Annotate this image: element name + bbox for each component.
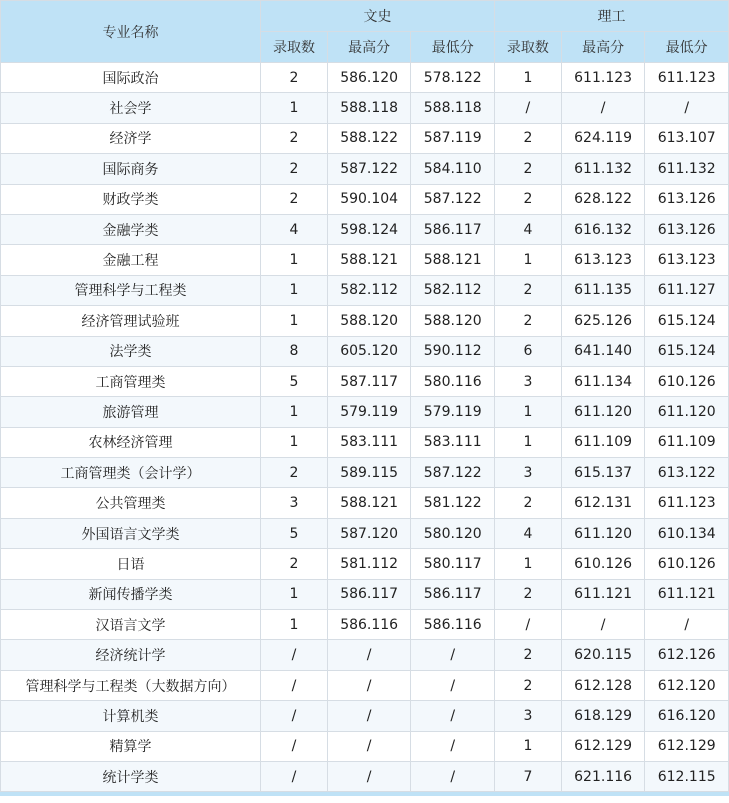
ligong-max-cell: 611.135 [561, 275, 645, 305]
major-name-cell: 公共管理类 [1, 488, 261, 518]
ligong-max-cell: / [561, 93, 645, 123]
wenshi-max-cell: 589.115 [327, 458, 411, 488]
wenshi-min-cell: 582.112 [411, 275, 495, 305]
wenshi-count-cell: 2 [261, 123, 328, 153]
ligong-min-cell: 611.123 [645, 488, 729, 518]
wenshi-max-cell: 588.122 [327, 123, 411, 153]
wenshi-count-cell: 1 [261, 245, 328, 275]
ligong-min-cell: / [645, 93, 729, 123]
table-row [1, 427, 729, 457]
ligong-max-cell: 611.121 [561, 579, 645, 609]
header-ligong-min: 最低分 [645, 32, 729, 63]
ligong-count-cell: 1 [495, 63, 562, 93]
ligong-max-cell: 625.126 [561, 306, 645, 336]
major-name-cell: 汉语言文学 [1, 610, 261, 640]
wenshi-count-cell: 1 [261, 275, 328, 305]
ligong-min-cell: 611.121 [645, 579, 729, 609]
ligong-count-cell: / [495, 610, 562, 640]
ligong-min-cell: 615.124 [645, 306, 729, 336]
wenshi-max-cell: / [327, 731, 411, 761]
ligong-min-cell: 610.126 [645, 549, 729, 579]
ligong-max-cell: 611.123 [561, 63, 645, 93]
ligong-max-cell: 611.120 [561, 397, 645, 427]
wenshi-min-cell: 587.119 [411, 123, 495, 153]
ligong-count-cell: 2 [495, 579, 562, 609]
table-row [1, 579, 729, 609]
ligong-max-cell: 618.129 [561, 701, 645, 731]
major-name-cell: 管理科学与工程类（大数据方向） [1, 670, 261, 700]
table-row [1, 610, 729, 640]
wenshi-min-cell: 583.111 [411, 427, 495, 457]
major-name-cell: 财政学类 [1, 184, 261, 214]
ligong-count-cell: 3 [495, 701, 562, 731]
ligong-max-cell: 611.134 [561, 366, 645, 396]
major-name-cell: 国际政治 [1, 63, 261, 93]
major-name-cell: 外国语言文学类 [1, 518, 261, 548]
wenshi-min-cell: 586.117 [411, 214, 495, 244]
wenshi-min-cell: 586.117 [411, 579, 495, 609]
wenshi-count-cell: 3 [261, 488, 328, 518]
wenshi-count-cell: 1 [261, 579, 328, 609]
wenshi-count-cell: 1 [261, 93, 328, 123]
header-wenshi-min: 最低分 [411, 32, 495, 63]
wenshi-count-cell: 1 [261, 610, 328, 640]
wenshi-count-cell: 2 [261, 184, 328, 214]
wenshi-max-cell: 587.122 [327, 154, 411, 184]
wenshi-min-cell: 588.121 [411, 245, 495, 275]
wenshi-max-cell: 586.120 [327, 63, 411, 93]
ligong-max-cell: 624.119 [561, 123, 645, 153]
wenshi-max-cell: 605.120 [327, 336, 411, 366]
ligong-max-cell: 611.109 [561, 427, 645, 457]
ligong-max-cell: 620.115 [561, 640, 645, 670]
ligong-max-cell: 612.131 [561, 488, 645, 518]
wenshi-max-cell: / [327, 670, 411, 700]
ligong-min-cell: 611.127 [645, 275, 729, 305]
ligong-count-cell: 2 [495, 275, 562, 305]
ligong-min-cell: 612.120 [645, 670, 729, 700]
table-header [1, 1, 729, 63]
wenshi-max-cell: 587.120 [327, 518, 411, 548]
ligong-min-cell: / [645, 610, 729, 640]
table-row [1, 306, 729, 336]
table-row [1, 761, 729, 791]
table-row [1, 549, 729, 579]
wenshi-max-cell: / [327, 640, 411, 670]
major-name-cell: 社会学 [1, 93, 261, 123]
wenshi-count-cell: 8 [261, 336, 328, 366]
wenshi-max-cell: 586.117 [327, 579, 411, 609]
ligong-count-cell: 7 [495, 761, 562, 791]
ligong-count-cell: 2 [495, 184, 562, 214]
ligong-count-cell: 2 [495, 488, 562, 518]
ligong-min-cell: 611.120 [645, 397, 729, 427]
wenshi-max-cell: 579.119 [327, 397, 411, 427]
wenshi-max-cell: 588.121 [327, 488, 411, 518]
table-row [1, 670, 729, 700]
ligong-max-cell: 611.132 [561, 154, 645, 184]
ligong-max-cell: 641.140 [561, 336, 645, 366]
ligong-count-cell: 1 [495, 427, 562, 457]
wenshi-min-cell: 586.116 [411, 610, 495, 640]
wenshi-count-cell: / [261, 761, 328, 791]
table-bottom-bar [0, 792, 729, 796]
ligong-max-cell: 612.128 [561, 670, 645, 700]
wenshi-max-cell: 582.112 [327, 275, 411, 305]
wenshi-max-cell: 586.116 [327, 610, 411, 640]
table-row [1, 366, 729, 396]
ligong-min-cell: 612.126 [645, 640, 729, 670]
table-row [1, 275, 729, 305]
wenshi-min-cell: 580.117 [411, 549, 495, 579]
wenshi-min-cell: / [411, 701, 495, 731]
wenshi-min-cell: 587.122 [411, 184, 495, 214]
major-name-cell: 统计学类 [1, 761, 261, 791]
ligong-count-cell: 2 [495, 306, 562, 336]
wenshi-max-cell: 588.121 [327, 245, 411, 275]
wenshi-count-cell: 2 [261, 154, 328, 184]
wenshi-min-cell: / [411, 761, 495, 791]
ligong-min-cell: 611.123 [645, 63, 729, 93]
ligong-count-cell: / [495, 93, 562, 123]
wenshi-min-cell: 580.120 [411, 518, 495, 548]
ligong-min-cell: 613.123 [645, 245, 729, 275]
wenshi-min-cell: / [411, 731, 495, 761]
ligong-count-cell: 1 [495, 245, 562, 275]
major-name-cell: 法学类 [1, 336, 261, 366]
header-ligong-max: 最高分 [561, 32, 645, 63]
table-row [1, 154, 729, 184]
ligong-count-cell: 1 [495, 397, 562, 427]
major-name-cell: 日语 [1, 549, 261, 579]
wenshi-min-cell: 590.112 [411, 336, 495, 366]
major-name-cell: 精算学 [1, 731, 261, 761]
major-name-cell: 金融工程 [1, 245, 261, 275]
header-wenshi-count: 录取数 [261, 32, 328, 63]
wenshi-count-cell: / [261, 701, 328, 731]
wenshi-max-cell: 588.120 [327, 306, 411, 336]
ligong-count-cell: 3 [495, 366, 562, 396]
ligong-count-cell: 3 [495, 458, 562, 488]
ligong-count-cell: 1 [495, 549, 562, 579]
wenshi-max-cell: 598.124 [327, 214, 411, 244]
header-major-name: 专业名称 [1, 1, 261, 63]
major-name-cell: 经济管理试验班 [1, 306, 261, 336]
wenshi-min-cell: 581.122 [411, 488, 495, 518]
major-name-cell: 工商管理类（会计学） [1, 458, 261, 488]
ligong-min-cell: 613.126 [645, 184, 729, 214]
table-row [1, 488, 729, 518]
ligong-count-cell: 4 [495, 214, 562, 244]
wenshi-min-cell: 588.120 [411, 306, 495, 336]
table-row [1, 518, 729, 548]
ligong-min-cell: 616.120 [645, 701, 729, 731]
ligong-min-cell: 610.134 [645, 518, 729, 548]
wenshi-count-cell: 5 [261, 518, 328, 548]
wenshi-min-cell: 578.122 [411, 63, 495, 93]
major-name-cell: 经济学 [1, 123, 261, 153]
wenshi-count-cell: 2 [261, 458, 328, 488]
ligong-max-cell: 612.129 [561, 731, 645, 761]
header-wenshi: 文史 [261, 1, 495, 32]
table-row [1, 184, 729, 214]
header-ligong: 理工 [495, 1, 729, 32]
ligong-max-cell: 610.126 [561, 549, 645, 579]
wenshi-max-cell: / [327, 701, 411, 731]
ligong-count-cell: 1 [495, 731, 562, 761]
wenshi-min-cell: 579.119 [411, 397, 495, 427]
wenshi-max-cell: 587.117 [327, 366, 411, 396]
ligong-min-cell: 615.124 [645, 336, 729, 366]
ligong-min-cell: 613.107 [645, 123, 729, 153]
ligong-min-cell: 612.115 [645, 761, 729, 791]
ligong-count-cell: 4 [495, 518, 562, 548]
ligong-min-cell: 613.126 [645, 214, 729, 244]
ligong-count-cell: 2 [495, 640, 562, 670]
table-row [1, 458, 729, 488]
wenshi-min-cell: / [411, 640, 495, 670]
ligong-count-cell: 6 [495, 336, 562, 366]
ligong-count-cell: 2 [495, 154, 562, 184]
wenshi-count-cell: 1 [261, 397, 328, 427]
wenshi-min-cell: 584.110 [411, 154, 495, 184]
table-row [1, 731, 729, 761]
major-name-cell: 金融学类 [1, 214, 261, 244]
major-name-cell: 国际商务 [1, 154, 261, 184]
ligong-min-cell: 612.129 [645, 731, 729, 761]
ligong-max-cell: 615.137 [561, 458, 645, 488]
ligong-count-cell: 2 [495, 123, 562, 153]
ligong-max-cell: 613.123 [561, 245, 645, 275]
wenshi-count-cell: 1 [261, 306, 328, 336]
ligong-min-cell: 610.126 [645, 366, 729, 396]
major-name-cell: 经济统计学 [1, 640, 261, 670]
major-name-cell: 管理科学与工程类 [1, 275, 261, 305]
ligong-max-cell: 621.116 [561, 761, 645, 791]
major-name-cell: 计算机类 [1, 701, 261, 731]
table-row [1, 701, 729, 731]
ligong-min-cell: 611.109 [645, 427, 729, 457]
wenshi-count-cell: 5 [261, 366, 328, 396]
ligong-min-cell: 613.122 [645, 458, 729, 488]
wenshi-min-cell: 587.122 [411, 458, 495, 488]
wenshi-count-cell: 2 [261, 549, 328, 579]
ligong-max-cell: 628.122 [561, 184, 645, 214]
table-row [1, 336, 729, 366]
header-ligong-count: 录取数 [495, 32, 562, 63]
ligong-count-cell: 2 [495, 670, 562, 700]
wenshi-max-cell: 590.104 [327, 184, 411, 214]
table-row [1, 123, 729, 153]
major-name-cell: 旅游管理 [1, 397, 261, 427]
ligong-max-cell: / [561, 610, 645, 640]
wenshi-min-cell: / [411, 670, 495, 700]
table-body [1, 63, 729, 792]
header-wenshi-max: 最高分 [327, 32, 411, 63]
table-row [1, 640, 729, 670]
table-row [1, 93, 729, 123]
wenshi-count-cell: / [261, 640, 328, 670]
wenshi-count-cell: 2 [261, 63, 328, 93]
wenshi-max-cell: 581.112 [327, 549, 411, 579]
table-row [1, 397, 729, 427]
wenshi-max-cell: 588.118 [327, 93, 411, 123]
table-row [1, 245, 729, 275]
major-name-cell: 新闻传播学类 [1, 579, 261, 609]
table-row [1, 63, 729, 93]
wenshi-count-cell: 1 [261, 427, 328, 457]
wenshi-count-cell: 4 [261, 214, 328, 244]
ligong-max-cell: 611.120 [561, 518, 645, 548]
major-name-cell: 工商管理类 [1, 366, 261, 396]
ligong-min-cell: 611.132 [645, 154, 729, 184]
ligong-max-cell: 616.132 [561, 214, 645, 244]
wenshi-count-cell: / [261, 731, 328, 761]
wenshi-max-cell: / [327, 761, 411, 791]
wenshi-min-cell: 580.116 [411, 366, 495, 396]
wenshi-max-cell: 583.111 [327, 427, 411, 457]
wenshi-min-cell: 588.118 [411, 93, 495, 123]
table-row [1, 214, 729, 244]
major-name-cell: 农林经济管理 [1, 427, 261, 457]
wenshi-count-cell: / [261, 670, 328, 700]
